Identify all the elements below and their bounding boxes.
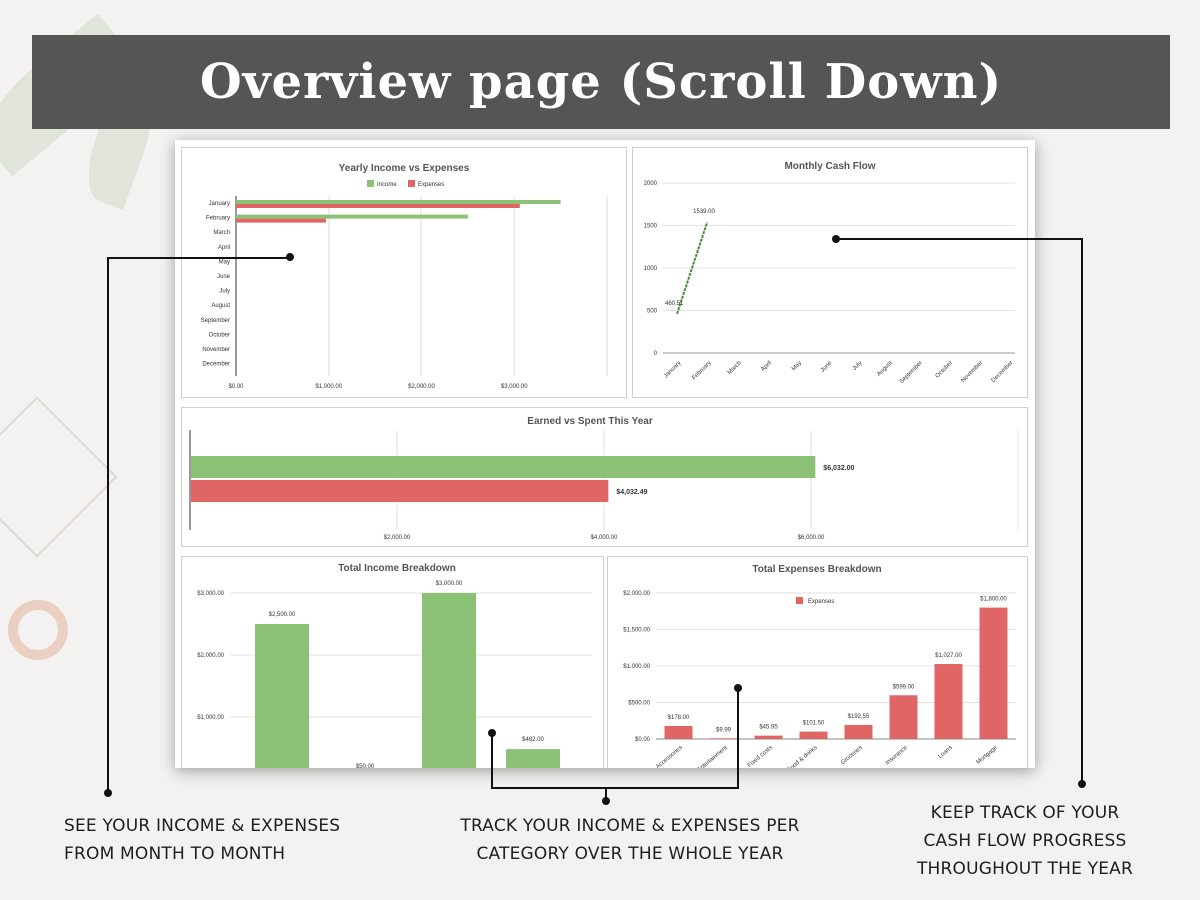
data-label: $1,027.00 bbox=[935, 653, 962, 660]
expenses-bar bbox=[845, 725, 873, 739]
month-tick-label: May bbox=[218, 259, 230, 266]
data-label: $9.99 bbox=[715, 727, 732, 734]
x-tick-label: $1,000.00 bbox=[315, 384, 343, 390]
month-tick-label: June bbox=[216, 274, 230, 280]
y-tick-label: 500 bbox=[646, 308, 657, 315]
expenses-bar bbox=[710, 738, 738, 739]
category-tick-label: Loans bbox=[937, 744, 954, 761]
data-label: $45.95 bbox=[759, 724, 778, 731]
month-tick-label: October bbox=[208, 332, 230, 339]
copper-ring-decoration bbox=[8, 600, 68, 660]
page-title: Overview page (Scroll Down) bbox=[199, 54, 1003, 110]
caption-line: CASH FLOW PROGRESS bbox=[923, 831, 1127, 851]
y-tick-label: $1,000.00 bbox=[197, 715, 224, 721]
caption-line: KEEP TRACK OF YOUR bbox=[930, 803, 1120, 823]
data-label: 1539.00 bbox=[693, 209, 715, 216]
data-label: $50.00 bbox=[355, 763, 375, 770]
month-tick-label: August bbox=[211, 303, 230, 310]
x-tick-label: $0.00 bbox=[228, 384, 244, 390]
legend-income-label: Income bbox=[377, 182, 397, 188]
y-tick-label: 1000 bbox=[643, 266, 657, 272]
chart-title: Total Expenses Breakdown bbox=[752, 564, 882, 575]
data-label: 460.51 bbox=[665, 300, 684, 307]
x-tick-label: $4,000.00 bbox=[590, 535, 618, 541]
y-tick-label: $500.00 bbox=[628, 700, 650, 707]
month-tick-label: December bbox=[990, 360, 1015, 384]
expenses-bar bbox=[890, 695, 918, 739]
geometric-frame-decoration bbox=[0, 396, 118, 557]
legend-expenses-label: Expenses bbox=[418, 182, 445, 188]
data-label: $3,000.00 bbox=[435, 581, 463, 587]
dashboard-screenshot bbox=[175, 140, 1035, 774]
legend-expenses-swatch bbox=[796, 597, 803, 604]
expenses-bar bbox=[236, 219, 326, 223]
expenses-bar bbox=[935, 664, 963, 739]
month-tick-label: October bbox=[934, 360, 955, 380]
month-tick-label: May bbox=[790, 360, 804, 373]
month-tick-label: January bbox=[208, 201, 230, 207]
data-label: $178.00 bbox=[667, 715, 690, 722]
callout-line bbox=[491, 787, 739, 789]
income-bar bbox=[255, 624, 309, 768]
month-tick-label: February bbox=[691, 360, 713, 382]
income-breakdown-chart bbox=[181, 556, 604, 768]
y-tick-label: $2,000.00 bbox=[197, 653, 224, 659]
chart-title: Total Income Breakdown bbox=[338, 563, 456, 574]
data-label: $1,800.00 bbox=[980, 596, 1007, 603]
x-tick-label: $2,000.00 bbox=[383, 535, 411, 541]
category-tick-label: Entertainment bbox=[696, 744, 729, 774]
legend-expenses-label: Expenses bbox=[808, 599, 835, 605]
chart-title: Yearly Income vs Expenses bbox=[338, 163, 470, 174]
month-tick-label: July bbox=[219, 288, 230, 295]
y-tick-label: $1,000.00 bbox=[623, 664, 650, 670]
chart-title: Earned vs Spent This Year bbox=[527, 416, 653, 427]
category-tick-label: Groceries bbox=[839, 744, 864, 767]
month-tick-label: August bbox=[876, 360, 894, 378]
caption-line: CATEGORY OVER THE WHOLE YEAR bbox=[476, 844, 784, 864]
caption-month-to-month bbox=[64, 812, 340, 868]
callout-line bbox=[108, 257, 290, 259]
callout-dot bbox=[1078, 780, 1086, 788]
data-label: $6,032.00 bbox=[823, 465, 855, 472]
y-tick-label: 2000 bbox=[643, 181, 657, 187]
callout-line bbox=[836, 238, 1083, 240]
expenses-bar bbox=[236, 204, 520, 208]
y-tick-label: 1500 bbox=[643, 223, 657, 230]
income-bar bbox=[191, 456, 815, 478]
callout-dot bbox=[602, 797, 610, 805]
expenses-bar bbox=[755, 736, 783, 739]
expenses-bar bbox=[980, 608, 1008, 739]
callout-dot bbox=[104, 789, 112, 797]
month-tick-label: July bbox=[851, 360, 864, 372]
category-tick-label: Fixed costs bbox=[746, 744, 774, 770]
y-tick-label: $2,000.00 bbox=[623, 591, 650, 597]
expenses-bar bbox=[800, 732, 828, 739]
callout-line bbox=[491, 733, 493, 788]
y-tick-label: $3,000.00 bbox=[197, 591, 224, 597]
y-tick-label: $0.00 bbox=[634, 737, 650, 743]
page-title-banner bbox=[32, 35, 1170, 129]
month-tick-label: November bbox=[960, 360, 985, 384]
income-bar bbox=[236, 215, 468, 219]
caption-line: THROUGHOUT THE YEAR bbox=[916, 859, 1134, 879]
legend-income-swatch bbox=[367, 180, 374, 187]
month-tick-label: September bbox=[200, 317, 230, 324]
category-tick-label: Accessories bbox=[655, 744, 684, 771]
data-label: $482.00 bbox=[522, 737, 544, 744]
month-tick-label: September bbox=[898, 360, 924, 386]
month-tick-label: February bbox=[205, 215, 230, 222]
month-tick-label: November bbox=[202, 347, 230, 353]
legend-expenses-swatch bbox=[408, 180, 415, 187]
caption-line: SEE YOUR INCOME & EXPENSES bbox=[64, 816, 341, 836]
y-tick-label: $1,500.00 bbox=[623, 627, 650, 634]
x-tick-label: $6,000.00 bbox=[797, 535, 825, 541]
month-tick-label: January bbox=[663, 360, 683, 380]
x-tick-label: $3,000.00 bbox=[500, 384, 528, 390]
category-tick-label: Food & drinks bbox=[786, 744, 819, 774]
yearly-income-expenses-chart bbox=[181, 147, 627, 398]
earned-vs-spent-chart bbox=[181, 407, 1028, 547]
caption-line: TRACK YOUR INCOME & EXPENSES PER bbox=[460, 816, 800, 836]
caption-per-category bbox=[440, 812, 820, 868]
month-tick-label: March bbox=[726, 360, 743, 377]
month-tick-label: March bbox=[213, 230, 230, 237]
income-bar bbox=[236, 200, 561, 204]
callout-line bbox=[737, 688, 739, 788]
data-label: $192.55 bbox=[847, 713, 870, 720]
callout-line bbox=[1081, 238, 1083, 784]
gridlines bbox=[329, 196, 607, 376]
month-tick-label: April bbox=[217, 244, 230, 251]
caption-cash-flow bbox=[900, 799, 1150, 883]
income-bar bbox=[506, 749, 560, 768]
category-tick-label: Insurance bbox=[884, 744, 909, 767]
expenses-breakdown-chart bbox=[607, 556, 1028, 774]
data-label: $4,032.49 bbox=[616, 489, 648, 496]
month-tick-label: December bbox=[202, 361, 230, 368]
category-tick-label: Mortgage bbox=[975, 744, 999, 766]
x-tick-label: $2,000.00 bbox=[408, 384, 435, 390]
income-bar bbox=[422, 593, 476, 768]
chart-title: Monthly Cash Flow bbox=[784, 161, 876, 172]
month-tick-label: June bbox=[819, 360, 834, 374]
y-tick-label: 0 bbox=[653, 351, 657, 357]
monthly-cash-flow-chart bbox=[632, 147, 1028, 398]
data-label: $2,500.00 bbox=[268, 612, 296, 618]
month-tick-label: April bbox=[760, 360, 773, 373]
expenses-bar bbox=[191, 480, 608, 502]
expenses-bar bbox=[665, 726, 693, 739]
data-label: $101.50 bbox=[802, 720, 825, 727]
data-label: $599.00 bbox=[892, 684, 915, 691]
callout-line bbox=[107, 257, 109, 793]
caption-line: FROM MONTH TO MONTH bbox=[64, 844, 286, 864]
